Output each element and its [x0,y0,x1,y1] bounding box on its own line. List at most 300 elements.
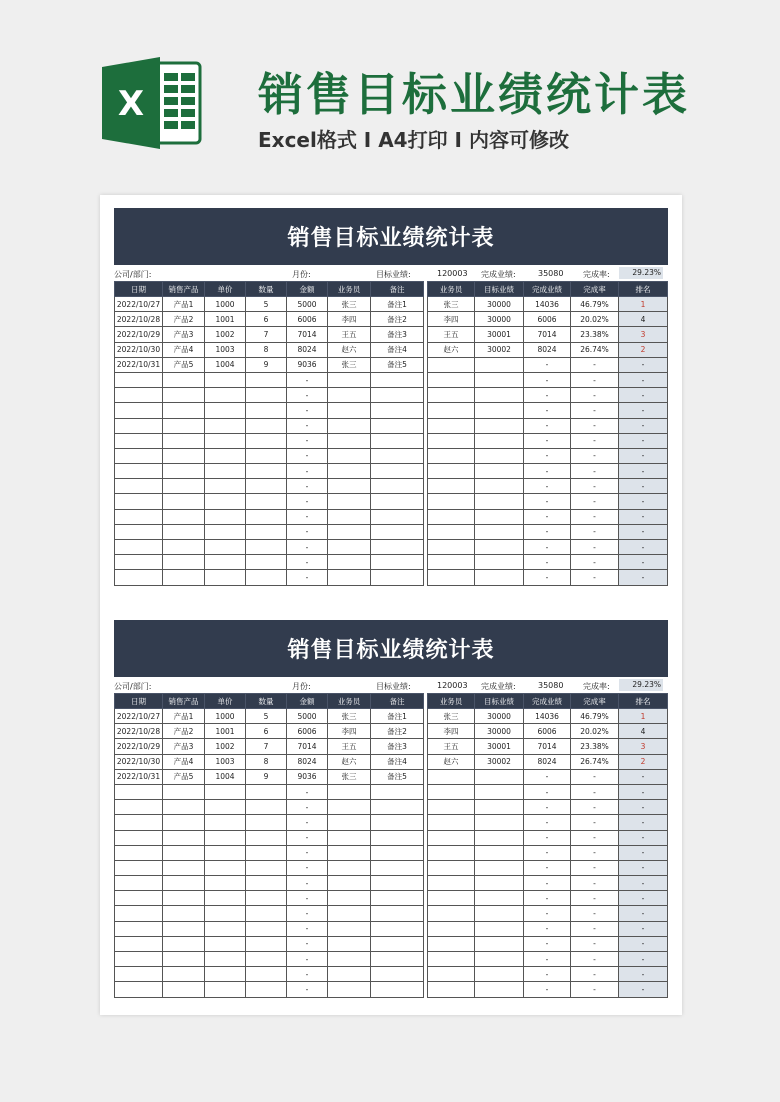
table-cell[interactable] [163,784,205,799]
rank-cell[interactable]: - [619,967,668,982]
table-cell[interactable]: 王五 [428,327,475,342]
table-cell[interactable] [475,921,524,936]
table-cell[interactable] [246,906,287,921]
table-cell[interactable]: - [571,540,619,555]
table-cell[interactable] [328,815,371,830]
table-cell[interactable]: 23.38% [571,739,619,754]
table-cell[interactable] [246,433,287,448]
table-cell[interactable] [115,784,163,799]
table-cell[interactable] [115,570,163,585]
table-cell[interactable]: - [571,448,619,463]
table-cell[interactable]: 7 [246,739,287,754]
table-cell[interactable]: 张三 [328,297,371,312]
table-cell[interactable] [246,952,287,967]
table-cell[interactable]: 1001 [205,312,246,327]
table-cell[interactable]: - [571,891,619,906]
table-cell[interactable]: 产品3 [163,739,205,754]
table-cell[interactable] [205,815,246,830]
table-cell[interactable]: 46.79% [571,297,619,312]
table-cell[interactable]: 6006 [524,312,571,327]
rank-cell[interactable]: - [619,906,668,921]
rank-cell[interactable]: - [619,860,668,875]
table-cell[interactable]: 23.38% [571,327,619,342]
table-cell[interactable] [163,570,205,585]
table-cell[interactable] [115,906,163,921]
table-cell[interactable] [428,509,475,524]
table-cell[interactable] [205,967,246,982]
table-cell[interactable] [475,448,524,463]
table-cell[interactable]: - [571,845,619,860]
table-cell[interactable] [428,357,475,372]
table-cell[interactable]: 7014 [287,327,328,342]
rank-cell[interactable]: - [619,921,668,936]
table-cell[interactable] [371,570,424,585]
rank-cell[interactable]: 1 [619,297,668,312]
table-cell[interactable]: 备注2 [371,312,424,327]
table-cell[interactable]: 7014 [287,739,328,754]
table-cell[interactable]: 备注3 [371,327,424,342]
rank-cell[interactable]: - [619,464,668,479]
table-cell[interactable] [246,494,287,509]
table-cell[interactable]: 9 [246,357,287,372]
table-cell[interactable] [475,906,524,921]
table-cell[interactable]: 备注3 [371,739,424,754]
table-cell[interactable] [428,555,475,570]
table-cell[interactable] [475,464,524,479]
rank-cell[interactable]: - [619,388,668,403]
table-cell[interactable] [475,357,524,372]
table-cell[interactable]: 30000 [475,297,524,312]
table-cell[interactable] [205,524,246,539]
table-cell[interactable] [371,800,424,815]
table-cell[interactable]: 26.74% [571,754,619,769]
table-cell[interactable]: 30001 [475,327,524,342]
table-cell[interactable] [205,982,246,997]
table-cell[interactable] [475,372,524,387]
table-cell[interactable]: - [287,784,328,799]
table-cell[interactable]: - [571,936,619,951]
table-cell[interactable] [205,372,246,387]
table-cell[interactable]: 备注5 [371,357,424,372]
table-cell[interactable]: 7014 [524,327,571,342]
table-cell[interactable]: 1003 [205,754,246,769]
table-cell[interactable] [163,433,205,448]
table-cell[interactable]: 产品5 [163,769,205,784]
table-cell[interactable] [115,982,163,997]
table-cell[interactable] [475,891,524,906]
table-cell[interactable] [246,982,287,997]
table-cell[interactable] [371,830,424,845]
table-cell[interactable] [163,967,205,982]
table-cell[interactable]: - [524,357,571,372]
table-cell[interactable]: 2022/10/29 [115,739,163,754]
table-cell[interactable] [328,403,371,418]
table-cell[interactable]: - [571,524,619,539]
table-cell[interactable]: - [524,860,571,875]
table-cell[interactable]: 2022/10/30 [115,754,163,769]
table-cell[interactable] [371,433,424,448]
table-cell[interactable] [246,936,287,951]
table-cell[interactable]: - [571,800,619,815]
table-cell[interactable]: 7014 [524,739,571,754]
table-cell[interactable] [475,494,524,509]
table-cell[interactable] [246,784,287,799]
rank-cell[interactable]: - [619,372,668,387]
table-cell[interactable]: 李四 [328,312,371,327]
table-cell[interactable]: - [524,876,571,891]
table-cell[interactable] [328,494,371,509]
table-cell[interactable] [246,509,287,524]
table-cell[interactable] [328,555,371,570]
rank-cell[interactable]: 3 [619,739,668,754]
table-cell[interactable]: 备注2 [371,724,424,739]
table-cell[interactable] [428,876,475,891]
table-cell[interactable] [475,967,524,982]
table-cell[interactable] [163,494,205,509]
table-cell[interactable]: 14036 [524,709,571,724]
table-cell[interactable]: - [571,509,619,524]
table-cell[interactable] [115,952,163,967]
table-cell[interactable]: 1002 [205,739,246,754]
table-cell[interactable] [328,524,371,539]
table-cell[interactable] [328,891,371,906]
table-cell[interactable] [428,479,475,494]
table-cell[interactable] [428,815,475,830]
table-cell[interactable] [475,815,524,830]
table-cell[interactable]: - [524,769,571,784]
table-cell[interactable] [115,540,163,555]
table-cell[interactable] [371,372,424,387]
table-cell[interactable] [428,891,475,906]
table-cell[interactable]: 2022/10/27 [115,709,163,724]
table-cell[interactable] [205,433,246,448]
table-cell[interactable] [475,570,524,585]
table-cell[interactable]: 30002 [475,754,524,769]
table-cell[interactable]: 5 [246,709,287,724]
table-cell[interactable]: 30000 [475,312,524,327]
table-cell[interactable] [205,555,246,570]
table-cell[interactable]: 8024 [524,754,571,769]
table-cell[interactable]: - [571,769,619,784]
table-cell[interactable]: 6006 [524,724,571,739]
table-cell[interactable]: 20.02% [571,724,619,739]
table-cell[interactable]: 9036 [287,357,328,372]
table-cell[interactable] [163,388,205,403]
table-cell[interactable]: 5 [246,297,287,312]
table-cell[interactable]: 产品2 [163,312,205,327]
table-cell[interactable]: 产品4 [163,754,205,769]
table-cell[interactable]: 1003 [205,342,246,357]
table-cell[interactable]: 张三 [328,357,371,372]
rank-cell[interactable]: - [619,891,668,906]
table-cell[interactable] [115,448,163,463]
table-cell[interactable] [428,936,475,951]
table-cell[interactable]: - [524,433,571,448]
table-cell[interactable]: - [524,494,571,509]
table-cell[interactable] [163,815,205,830]
table-cell[interactable] [428,784,475,799]
table-cell[interactable] [115,830,163,845]
table-cell[interactable]: - [287,403,328,418]
table-cell[interactable]: - [287,845,328,860]
table-cell[interactable] [205,784,246,799]
table-cell[interactable] [115,418,163,433]
table-cell[interactable] [163,540,205,555]
table-cell[interactable]: 9036 [287,769,328,784]
table-cell[interactable] [328,509,371,524]
table-cell[interactable] [428,921,475,936]
table-cell[interactable] [371,891,424,906]
table-cell[interactable]: - [287,921,328,936]
table-cell[interactable]: 14036 [524,297,571,312]
table-cell[interactable]: 张三 [428,709,475,724]
table-cell[interactable] [475,769,524,784]
table-cell[interactable] [205,891,246,906]
table-cell[interactable] [475,479,524,494]
table-cell[interactable]: - [571,494,619,509]
table-cell[interactable] [428,800,475,815]
rank-cell[interactable]: - [619,830,668,845]
table-cell[interactable]: 8024 [287,342,328,357]
table-cell[interactable] [475,784,524,799]
table-cell[interactable] [371,982,424,997]
table-cell[interactable] [205,952,246,967]
table-cell[interactable]: 46.79% [571,709,619,724]
table-cell[interactable]: 1000 [205,709,246,724]
table-cell[interactable]: - [287,418,328,433]
table-cell[interactable]: 2022/10/29 [115,327,163,342]
table-cell[interactable]: - [287,800,328,815]
table-cell[interactable] [475,403,524,418]
table-cell[interactable]: - [524,448,571,463]
table-cell[interactable]: 产品1 [163,709,205,724]
table-cell[interactable]: - [524,570,571,585]
rank-cell[interactable]: - [619,769,668,784]
table-cell[interactable] [328,479,371,494]
table-cell[interactable] [328,982,371,997]
table-cell[interactable]: - [287,570,328,585]
rank-cell[interactable]: - [619,540,668,555]
table-cell[interactable] [246,967,287,982]
table-cell[interactable] [371,494,424,509]
table-cell[interactable] [475,860,524,875]
table-cell[interactable] [205,921,246,936]
table-cell[interactable]: - [571,906,619,921]
table-cell[interactable] [475,936,524,951]
table-cell[interactable] [328,952,371,967]
table-cell[interactable]: 1001 [205,724,246,739]
table-cell[interactable] [246,540,287,555]
table-cell[interactable] [115,464,163,479]
table-cell[interactable]: 8024 [287,754,328,769]
table-cell[interactable] [328,936,371,951]
table-cell[interactable] [205,830,246,845]
rank-cell[interactable]: - [619,845,668,860]
table-cell[interactable]: 备注1 [371,297,424,312]
table-cell[interactable]: - [524,967,571,982]
rank-cell[interactable]: 4 [619,312,668,327]
table-cell[interactable]: 产品5 [163,357,205,372]
table-cell[interactable] [475,982,524,997]
table-cell[interactable] [163,845,205,860]
table-cell[interactable]: - [287,388,328,403]
table-cell[interactable] [475,876,524,891]
table-cell[interactable]: 2022/10/27 [115,297,163,312]
table-cell[interactable] [428,433,475,448]
table-cell[interactable] [246,403,287,418]
table-cell[interactable] [163,509,205,524]
table-cell[interactable] [371,952,424,967]
table-cell[interactable]: - [287,479,328,494]
table-cell[interactable] [246,555,287,570]
table-cell[interactable] [371,921,424,936]
table-cell[interactable] [115,509,163,524]
table-cell[interactable] [475,418,524,433]
table-cell[interactable]: - [571,952,619,967]
rank-cell[interactable]: - [619,815,668,830]
rank-cell[interactable]: - [619,936,668,951]
table-cell[interactable] [163,524,205,539]
table-cell[interactable] [371,403,424,418]
table-cell[interactable] [475,800,524,815]
table-cell[interactable] [246,479,287,494]
table-cell[interactable]: - [524,479,571,494]
table-cell[interactable] [475,555,524,570]
table-cell[interactable]: 备注1 [371,709,424,724]
table-cell[interactable]: 赵六 [328,342,371,357]
table-cell[interactable] [115,372,163,387]
table-cell[interactable]: - [524,906,571,921]
table-cell[interactable] [328,433,371,448]
table-cell[interactable]: 产品4 [163,342,205,357]
table-cell[interactable]: 6 [246,312,287,327]
table-cell[interactable] [246,570,287,585]
table-cell[interactable]: - [571,418,619,433]
table-cell[interactable] [428,906,475,921]
table-cell[interactable] [328,800,371,815]
rank-cell[interactable]: - [619,800,668,815]
table-cell[interactable]: - [524,372,571,387]
table-cell[interactable] [428,372,475,387]
table-cell[interactable] [163,891,205,906]
table-cell[interactable]: - [287,815,328,830]
table-cell[interactable]: - [571,555,619,570]
table-cell[interactable] [163,555,205,570]
table-cell[interactable]: - [571,876,619,891]
table-cell[interactable]: 张三 [328,709,371,724]
table-cell[interactable] [115,479,163,494]
table-cell[interactable] [163,906,205,921]
table-cell[interactable]: 备注4 [371,754,424,769]
table-cell[interactable] [246,845,287,860]
table-cell[interactable]: - [571,479,619,494]
table-cell[interactable] [115,433,163,448]
table-cell[interactable] [371,860,424,875]
rank-cell[interactable]: - [619,509,668,524]
table-cell[interactable]: 产品1 [163,297,205,312]
table-cell[interactable] [428,570,475,585]
table-cell[interactable] [475,509,524,524]
table-cell[interactable] [205,540,246,555]
table-cell[interactable] [115,388,163,403]
table-cell[interactable]: - [287,876,328,891]
table-cell[interactable]: 1004 [205,357,246,372]
table-cell[interactable]: 备注5 [371,769,424,784]
table-cell[interactable] [328,372,371,387]
table-cell[interactable] [428,494,475,509]
table-cell[interactable]: - [524,555,571,570]
table-cell[interactable] [205,906,246,921]
table-cell[interactable] [475,433,524,448]
table-cell[interactable] [428,830,475,845]
table-cell[interactable]: - [571,967,619,982]
table-cell[interactable] [371,464,424,479]
table-cell[interactable]: 赵六 [428,342,475,357]
table-cell[interactable] [205,876,246,891]
rank-cell[interactable]: - [619,570,668,585]
rank-cell[interactable]: 2 [619,754,668,769]
table-cell[interactable]: - [571,784,619,799]
table-cell[interactable] [246,921,287,936]
table-cell[interactable] [371,967,424,982]
table-cell[interactable] [115,845,163,860]
table-cell[interactable]: 王五 [428,739,475,754]
table-cell[interactable] [205,494,246,509]
table-cell[interactable] [115,921,163,936]
table-cell[interactable]: - [524,815,571,830]
table-cell[interactable] [328,418,371,433]
table-cell[interactable]: 8024 [524,342,571,357]
table-cell[interactable] [163,372,205,387]
table-cell[interactable] [371,418,424,433]
table-cell[interactable] [428,845,475,860]
table-cell[interactable]: - [571,357,619,372]
table-cell[interactable]: 产品2 [163,724,205,739]
table-cell[interactable]: 2022/10/28 [115,724,163,739]
table-cell[interactable] [115,524,163,539]
table-cell[interactable]: - [571,830,619,845]
table-cell[interactable] [428,464,475,479]
table-cell[interactable]: - [287,967,328,982]
table-cell[interactable]: 8 [246,342,287,357]
table-cell[interactable]: - [524,936,571,951]
table-cell[interactable]: 30001 [475,739,524,754]
table-cell[interactable] [246,815,287,830]
table-cell[interactable] [371,479,424,494]
rank-cell[interactable]: - [619,418,668,433]
table-cell[interactable] [246,830,287,845]
table-cell[interactable]: - [571,464,619,479]
table-cell[interactable] [163,952,205,967]
table-cell[interactable] [205,388,246,403]
rank-cell[interactable]: 4 [619,724,668,739]
table-cell[interactable] [115,936,163,951]
table-cell[interactable]: - [524,952,571,967]
rank-cell[interactable]: - [619,448,668,463]
table-cell[interactable]: - [287,982,328,997]
table-cell[interactable] [328,906,371,921]
table-cell[interactable] [246,524,287,539]
table-cell[interactable]: 8 [246,754,287,769]
table-cell[interactable]: - [287,509,328,524]
table-cell[interactable]: - [287,952,328,967]
table-cell[interactable] [371,876,424,891]
table-cell[interactable] [163,800,205,815]
table-cell[interactable]: 1002 [205,327,246,342]
table-cell[interactable] [328,860,371,875]
table-cell[interactable]: - [287,936,328,951]
table-cell[interactable] [246,418,287,433]
